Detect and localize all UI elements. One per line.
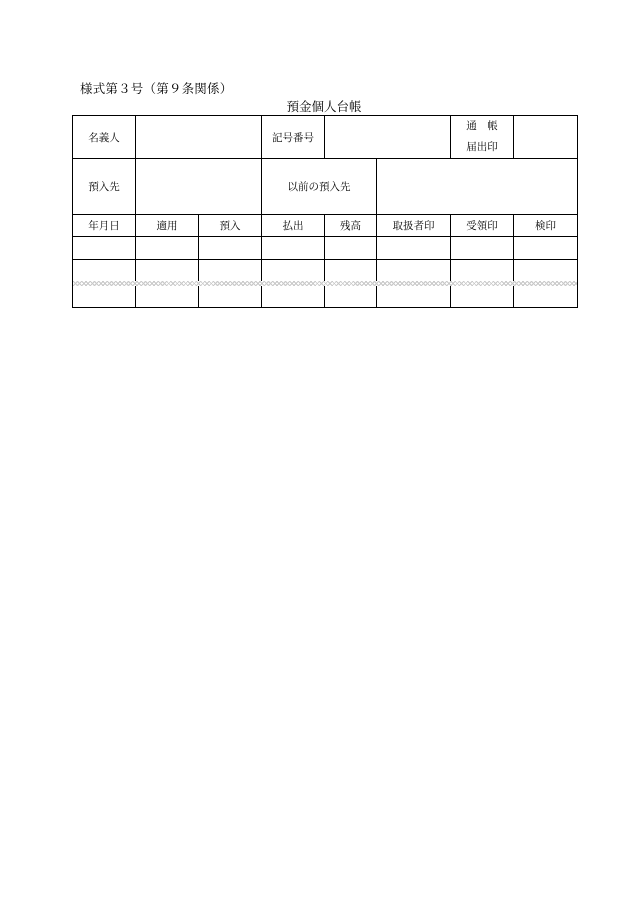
- table-cell[interactable]: [136, 237, 199, 260]
- table-cell[interactable]: [514, 260, 578, 284]
- column-header-withdrawal: 払出: [262, 215, 325, 237]
- form-number: 様式第３号（第９条関係）: [80, 81, 233, 96]
- table-cell[interactable]: [514, 237, 578, 260]
- deposit-destination-row: [73, 159, 578, 215]
- table-cell[interactable]: [199, 260, 262, 284]
- table-cell[interactable]: [136, 260, 199, 284]
- code-label: 記号番号: [262, 116, 325, 159]
- column-header-balance: 残高: [325, 215, 377, 237]
- wavy-break-line: [73, 281, 577, 286]
- previous-deposit-field[interactable]: [377, 159, 578, 215]
- table-break-mark: [73, 284, 578, 285]
- table-cell[interactable]: [73, 285, 136, 308]
- table-cell[interactable]: [199, 237, 262, 260]
- table-cell[interactable]: [73, 260, 136, 284]
- table-cell[interactable]: [199, 285, 262, 308]
- passbook-seal-field[interactable]: [514, 116, 578, 159]
- name-field[interactable]: [136, 116, 262, 159]
- table-row: [73, 260, 578, 284]
- table-cell[interactable]: [377, 237, 451, 260]
- code-field[interactable]: [325, 116, 451, 159]
- passbook-seal-label: [451, 116, 514, 159]
- column-header-date: 年月日: [73, 215, 136, 237]
- column-header-description: 適用: [136, 215, 199, 237]
- column-header-handler-seal: 取扱者印: [377, 215, 451, 237]
- table-cell[interactable]: [451, 285, 514, 308]
- column-header-inspection-seal: 検印: [514, 215, 578, 237]
- table-cell[interactable]: [325, 237, 377, 260]
- table-row: [73, 285, 578, 308]
- table-cell[interactable]: [136, 285, 199, 308]
- passbook-seal-label-line1: 通 帳: [466, 120, 498, 132]
- table-cell[interactable]: [262, 237, 325, 260]
- table-cell[interactable]: [451, 237, 514, 260]
- table-cell[interactable]: [451, 260, 514, 284]
- table-cell[interactable]: [73, 237, 136, 260]
- account-info-row: [73, 116, 578, 159]
- previous-deposit-label: 以前の預入先: [262, 159, 377, 215]
- ledger-header-row: [73, 215, 578, 237]
- table-cell[interactable]: [262, 260, 325, 284]
- deposit-to-field[interactable]: [136, 159, 262, 215]
- table-cell[interactable]: [262, 285, 325, 308]
- deposit-ledger-table: [72, 115, 578, 308]
- deposit-to-label: 預入先: [73, 159, 136, 215]
- table-cell[interactable]: [325, 285, 377, 308]
- column-header-receipt-seal: 受領印: [451, 215, 514, 237]
- passbook-seal-label-line2: 届出印: [466, 141, 498, 153]
- form-title: 預金個人台帳: [286, 99, 362, 114]
- table-cell[interactable]: [514, 285, 578, 308]
- table-cell[interactable]: [377, 285, 451, 308]
- column-header-deposit: 預入: [199, 215, 262, 237]
- table-cell[interactable]: [325, 260, 377, 284]
- table-row: [73, 237, 578, 260]
- name-label: 名義人: [73, 116, 136, 159]
- table-break-row: [73, 284, 578, 285]
- table-cell[interactable]: [377, 260, 451, 284]
